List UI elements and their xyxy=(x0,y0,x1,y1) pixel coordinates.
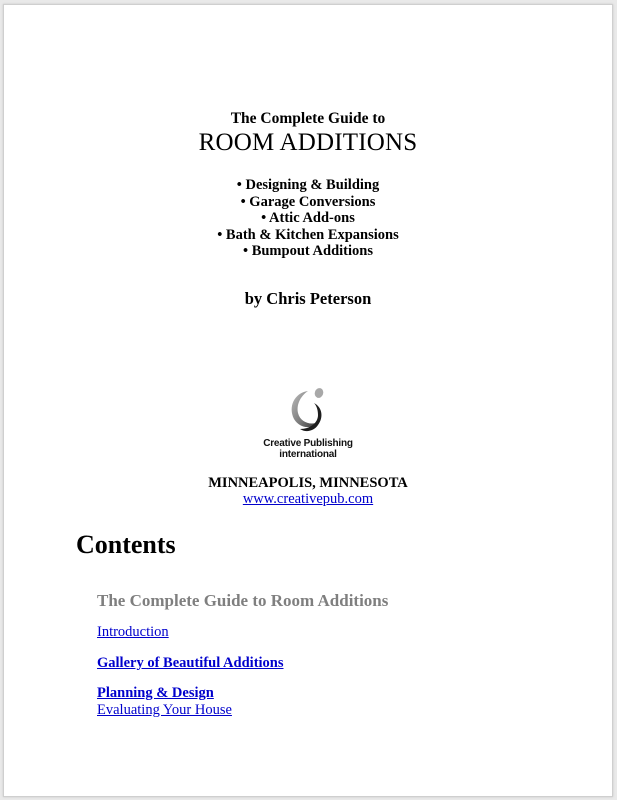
topic-item: • Attic Add-ons xyxy=(261,210,355,226)
toc-book-title: The Complete Guide to Room Additions xyxy=(97,591,389,610)
document-page xyxy=(3,4,613,797)
creative-publishing-logo-icon xyxy=(278,377,338,437)
book-title: ROOM ADDITIONS xyxy=(198,129,418,156)
toc-link-gallery[interactable]: Gallery of Beautiful Additions xyxy=(97,655,284,671)
toc-link-introduction[interactable]: Introduction xyxy=(97,624,169,640)
publisher-website-link[interactable]: www.creativepub.com xyxy=(242,491,374,507)
topic-item: • Bath & Kitchen Expansions xyxy=(217,226,399,243)
topic-item: • Garage Conversions xyxy=(240,193,376,210)
publisher-logo xyxy=(4,377,612,460)
book-subtitle: The Complete Guide to xyxy=(230,110,386,127)
topic-item: • Bumpout Additions xyxy=(243,243,373,259)
publisher-name-line2: international xyxy=(279,448,337,460)
contents-heading: Contents xyxy=(76,530,176,559)
toc-item-gallery xyxy=(97,655,284,672)
publisher-website-line xyxy=(4,491,612,508)
toc-link-evaluating[interactable]: Evaluating Your House xyxy=(97,702,232,718)
topic-item: • Designing & Building xyxy=(236,177,380,193)
author-byline: by Chris Peterson xyxy=(244,289,372,308)
toc-link-planning[interactable]: Planning & Design xyxy=(97,685,214,701)
toc-item-planning xyxy=(97,685,214,702)
toc-item-introduction xyxy=(97,624,169,641)
toc-item-evaluating xyxy=(97,702,232,719)
topic-list xyxy=(4,177,612,260)
publisher-city: MINNEAPOLIS, MINNESOTA xyxy=(208,475,408,491)
publisher-name xyxy=(4,439,612,460)
publisher-name-line1: Creative Publishing xyxy=(263,438,353,449)
